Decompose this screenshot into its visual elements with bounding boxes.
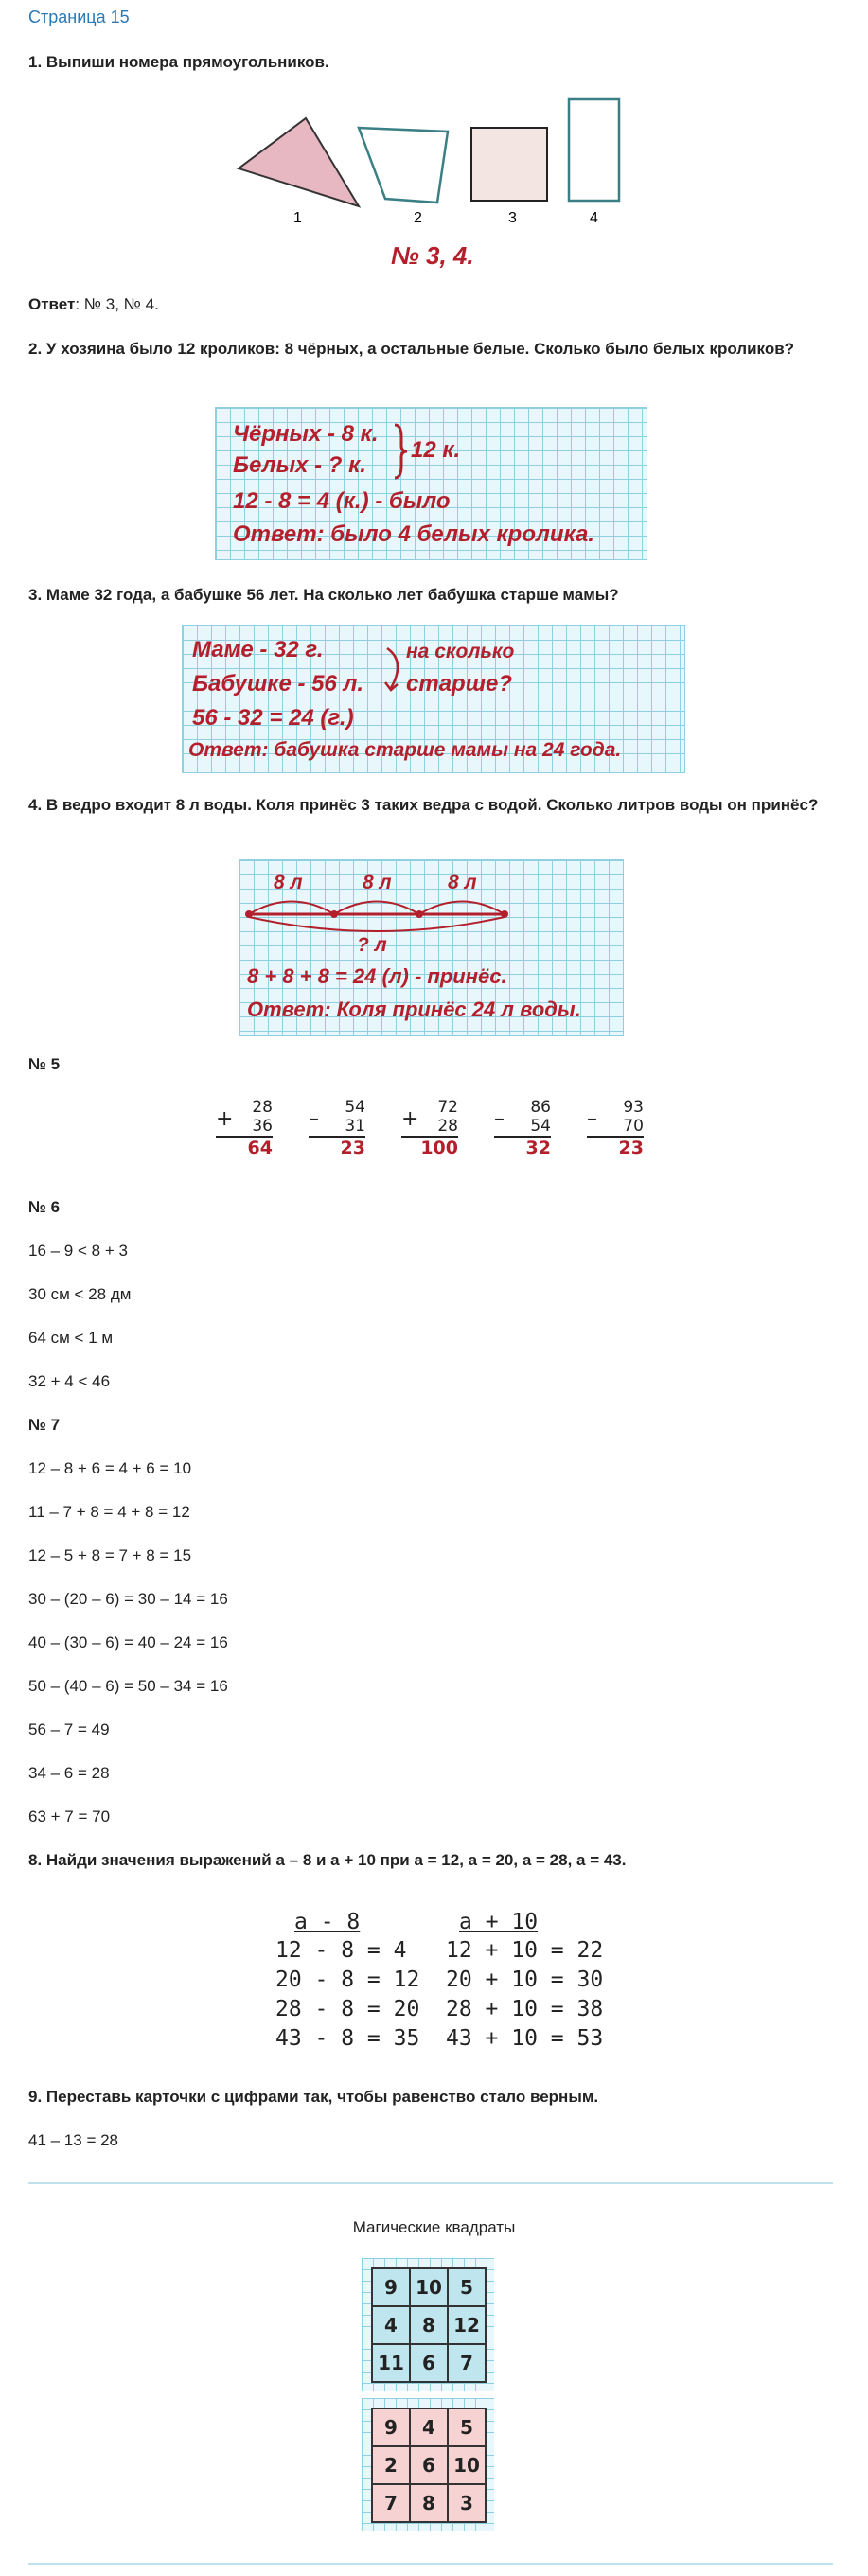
result: 23 [340,1138,365,1158]
magic-cell: 4 [372,2306,410,2344]
task4-line: 8 + 8 + 8 = 24 (л) - принёс. [247,964,507,988]
total-label: ? л [357,934,387,956]
operand: 86 [530,1098,551,1117]
task2-solution-grid [215,407,647,560]
operand: 36 [216,1117,273,1138]
right-expr: 43 + 10 = 53 [446,2026,604,2051]
task3-question: 3. Маме 32 года, а бабушке 56 лет. На сколько лет бабушка старше мамы? [28,586,619,604]
task3-line: Ответ: бабушка старше мамы на 24 года. [188,739,622,761]
answer-text: : № 3, № 4. [75,295,159,313]
task9-answer: 41 – 13 = 28 [28,2131,119,2149]
task7-line: 12 – 5 + 8 = 7 + 8 = 15 [28,1546,192,1564]
task4-line: Ответ: Коля принёс 24 л воды. [247,997,581,1021]
task3-note: старше? [406,671,513,697]
task4-question: 4. В ведро входит 8 л воды. Коля принёс 3 таких ведра с водой. Сколько литров воды он принёс? [28,796,819,814]
magic-cell: 5 [448,2268,486,2306]
magic-cell: 8 [410,2306,448,2344]
task7-line: 50 – (40 – 6) = 50 – 34 = 16 [28,1677,228,1695]
magic-cell: 9 [372,2268,410,2306]
operand: 28 [401,1117,458,1138]
magic-square-pink [371,2408,487,2523]
column-calc [494,1098,551,1158]
operand: 28 [252,1098,273,1117]
column-calc [309,1098,365,1158]
task7-line: 12 – 8 + 6 = 4 + 6 = 10 [28,1459,192,1477]
task2-question: 2. У хозяина было 12 кроликов: 8 чёрных, а остальные белые. Сколько было белых кроликов? [28,340,795,358]
magic-cell: 7 [372,2484,410,2522]
task4-solution-grid [239,859,624,1036]
task8-question: 8. Найди значения выражений а – 8 и а + 10 при а = 12, а = 20, а = 28, а = 43. [28,1851,627,1869]
left-expr: 43 - 8 = 35 [275,2026,420,2051]
task3-note: на сколько [406,641,515,662]
magic-cell: 4 [410,2408,448,2446]
magic-cell: 6 [410,2344,448,2382]
magic-cell: 3 [448,2484,486,2522]
operand: 72 [437,1098,458,1117]
task2-line: 12 - 8 = 4 (к.) - было [233,488,451,514]
task6-title: № 6 [28,1198,61,1216]
magic-cell: 11 [372,2344,410,2382]
task6-line: 16 – 9 < 8 + 3 [28,1242,128,1260]
operator: + [401,1107,419,1131]
magic-cell: 7 [448,2344,486,2382]
task1-answer [28,295,159,314]
column-calc [216,1098,273,1158]
magic-cell: 9 [372,2408,410,2446]
page-title: Страница 15 [28,8,130,26]
answer-label: Ответ [28,295,76,313]
shape-label: 2 [414,210,422,226]
right-expr: 12 + 10 = 22 [446,1938,604,1963]
operand: 31 [309,1117,365,1138]
operand: 54 [494,1117,551,1138]
brace-icon [392,423,409,480]
task2-line: Чёрных - 8 к. [233,421,379,447]
task6-line: 32 + 4 < 46 [28,1372,111,1390]
task7-line: 56 – 7 = 49 [28,1720,110,1738]
right-expr: 28 + 10 = 38 [446,1997,604,2021]
task2-line: Белых - ? к. [233,452,366,478]
shape-square [471,128,547,201]
task1-red-answer: № 3, 4. [391,241,474,270]
task5-title: № 5 [28,1055,61,1073]
magic-cell: 6 [410,2446,448,2484]
task6-line: 30 см < 28 дм [28,1285,132,1303]
column-calc [587,1098,644,1158]
task7-line: 40 – (30 – 6) = 40 – 24 = 16 [28,1633,228,1651]
magic-cell: 10 [410,2268,448,2306]
operator: – [309,1107,319,1131]
shape-label: 1 [293,210,302,226]
segment-label: 8 л [274,872,303,893]
shapes-figure [227,90,644,232]
shape-rectangle [569,99,619,201]
column-calc [401,1098,458,1158]
shape-label: 3 [508,210,517,226]
magic-title: Магические квадраты [352,2218,516,2236]
result: 23 [618,1138,644,1158]
segment-label: 8 л [363,872,392,893]
divider [28,2182,833,2184]
task7-line: 30 – (20 – 6) = 30 – 14 = 16 [28,1590,228,1608]
task1-question: 1. Выпиши номера прямоугольников. [28,53,329,71]
magic-cell: 10 [448,2446,486,2484]
task2-total: 12 к. [411,437,461,463]
magic-cell: 5 [448,2408,486,2446]
magic-cell: 12 [448,2306,486,2344]
operand: 93 [623,1098,644,1117]
task9-question: 9. Переставь карточки с цифрами так, чтобы равенство стало верным. [28,2088,599,2106]
magic-cell: 2 [372,2446,410,2484]
divider [28,2563,833,2565]
result: 64 [247,1138,273,1158]
operator: + [216,1107,234,1131]
shape-label: 4 [590,210,598,226]
magic-cell: 8 [410,2484,448,2522]
task7-line: 34 – 6 = 28 [28,1764,110,1782]
segment-label: 8 л [448,872,477,893]
operator: – [494,1107,505,1131]
task3-solution-grid [182,625,685,773]
left-expr: 20 - 8 = 12 [275,1967,420,1992]
left-expr: 12 - 8 = 4 [275,1938,407,1963]
task2-line: Ответ: было 4 белых кролика. [233,521,595,547]
left-expr: 28 - 8 = 20 [275,1997,420,2021]
magic-square-blue [371,2267,487,2383]
task7-line: 63 + 7 = 70 [28,1808,111,1826]
task7-title: № 7 [28,1416,61,1434]
task3-line: Маме - 32 г. [192,637,324,662]
task3-line: 56 - 32 = 24 (г.) [192,705,354,731]
shape-trapezoid [359,128,448,203]
task3-line: Бабушке - 56 л. [192,671,364,697]
task7-line: 11 – 7 + 8 = 4 + 8 = 12 [28,1503,190,1521]
shape-triangle [239,118,359,206]
task6-line: 64 см < 1 м [28,1329,114,1347]
result: 32 [525,1138,551,1158]
operator: – [587,1107,597,1131]
table-head-left: a - 8 [294,1910,361,1934]
result: 100 [420,1138,458,1158]
table-head-right: a + 10 [459,1910,539,1934]
operand: 70 [587,1117,644,1138]
right-expr: 20 + 10 = 30 [446,1967,604,1992]
operand: 54 [345,1098,365,1117]
